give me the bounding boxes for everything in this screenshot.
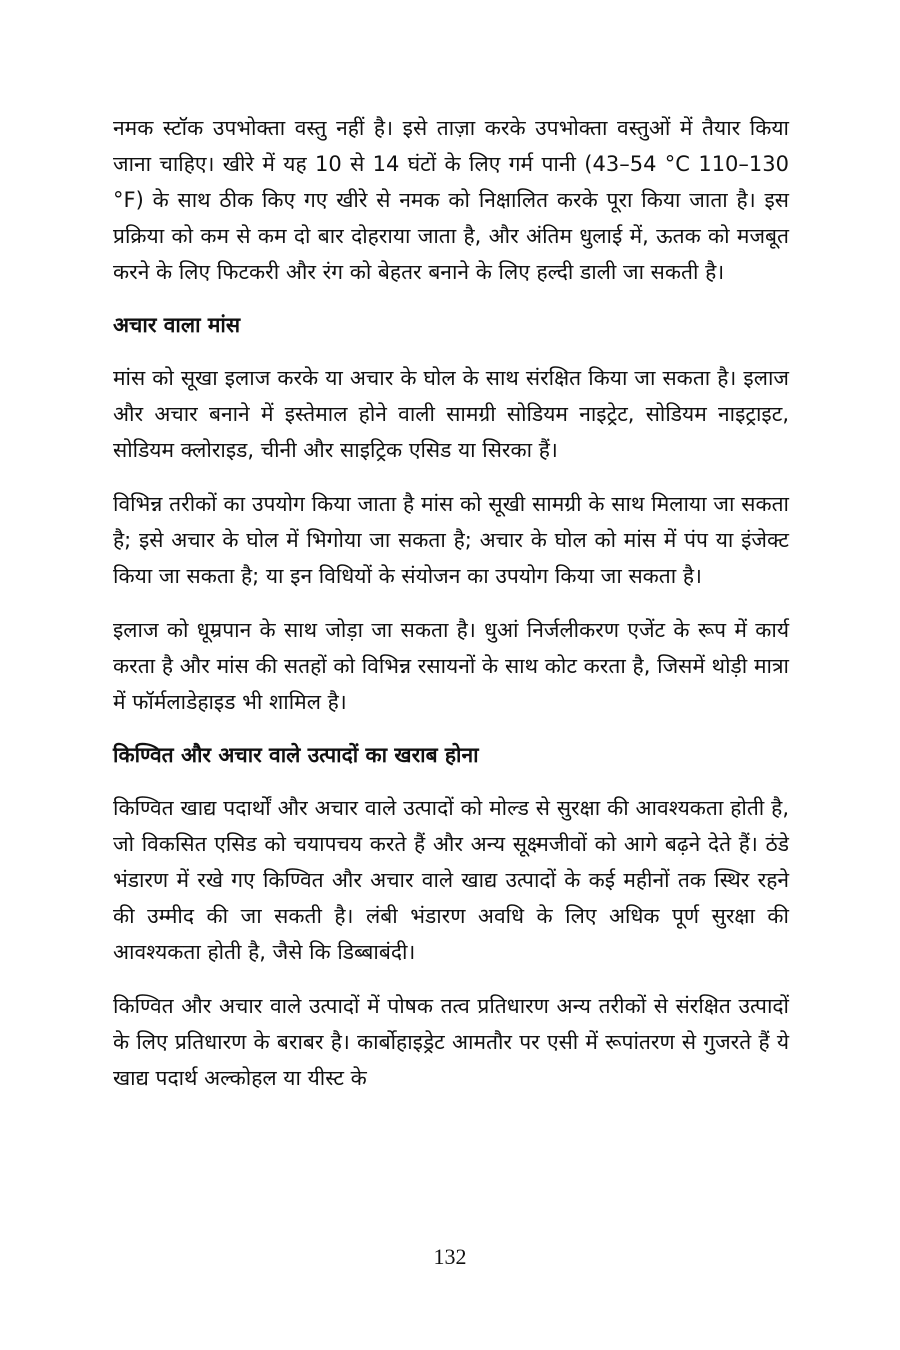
page-number: 132 bbox=[433, 1244, 467, 1269]
paragraph-salt-stock: नमक स्टॉक उपभोक्ता वस्तु नहीं है। इसे ताज़ा करके उपभोक्ता वस्तुओं में तैयार किया जाना चाहिए। खीरे में यह 10 से 14 घंटों के लिए गर्म पानी (43–54 °C 110–130 °F) के साथ ठीक किए गए खीरे से नमक को निक्षालित करके पूरा किया जाता है। इस प्रक्रिया को कम से कम दो बार दोहराया जाता है, और अंतिम धुलाई में, ऊतक को मजबूत करने के लिए फिटकरी और रंग को बेहतर बनाने के लिए हल्दी डाली जा सकती है। bbox=[113, 116, 789, 284]
heading-pickled-meat: अचार वाला मांस bbox=[113, 313, 241, 337]
paragraph-meat-curing: मांस को सूखा इलाज करके या अचार के घोल के साथ संरक्षित किया जा सकता है। इलाज और अचार बनाने में इस्तेमाल होने वाली सामग्री सोडियम नाइट्रेट, सोडियम नाइट्राइट, सोडियम क्लोराइड, चीनी और साइट्रिक एसिड या सिरका हैं। bbox=[113, 366, 789, 462]
paragraph-mold-protection: किण्वित खाद्य पदार्थों और अचार वाले उत्पादों को मोल्ड से सुरक्षा की आवश्यकता होती है, जो विकसित एसिड को चयापचय करते हैं और अन्य सूक्ष्मजीवों को आगे बढ़ने देते हैं। ठंडे भंडारण में रखे गए किण्वित और अचार वाले खाद्य उत्पादों के कई महीनों तक स्थिर रहने की उम्मीद की जा सकती है। लंबी भंडारण अवधि के लिए अधिक पूर्ण सुरक्षा की आवश्यकता होती है, जैसे कि डिब्बाबंदी। bbox=[113, 796, 789, 964]
page-body bbox=[113, 110, 789, 1114]
paragraph-nutrient-retention: किण्वित और अचार वाले उत्पादों में पोषक तत्व प्रतिधारण अन्य तरीकों से संरक्षित उत्पादों के लिए प्रतिधारण के बराबर है। कार्बोहाइड्रेट आमतौर पर एसी में रूपांतरण से गुजरते हैं ये खाद्य पदार्थ अल्कोहल या यीस्ट के bbox=[113, 994, 789, 1090]
paragraph-curing-methods: विभिन्न तरीकों का उपयोग किया जाता है मांस को सूखी सामग्री के साथ मिलाया जा सकता है; इसे अचार के घोल में भिगोया जा सकता है; अचार के घोल को मांस में पंप या इंजेक्ट किया जा सकता है; या इन विधियों के संयोजन का उपयोग किया जा सकता है। bbox=[113, 492, 789, 588]
heading-spoilage: किण्वित और अचार वाले उत्पादों का खराब होना bbox=[113, 743, 479, 767]
paragraph-smoking: इलाज को धूम्रपान के साथ जोड़ा जा सकता है। धुआं निर्जलीकरण एजेंट के रूप में कार्य करता है और मांस की सतहों को विभिन्न रसायनों के साथ कोट करता है, जिसमें थोड़ी मात्रा में फॉर्मलाडेहाइड भी शामिल है। bbox=[113, 618, 789, 714]
